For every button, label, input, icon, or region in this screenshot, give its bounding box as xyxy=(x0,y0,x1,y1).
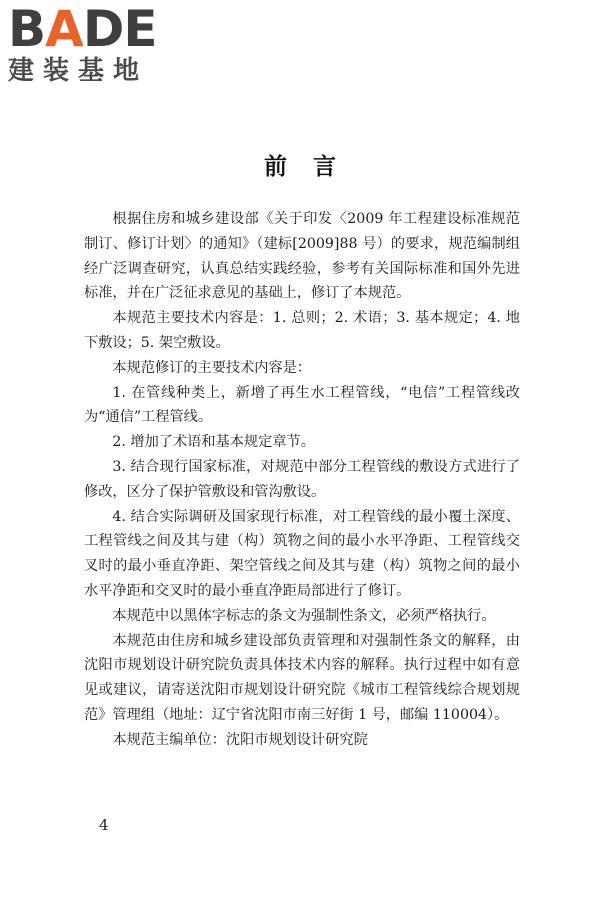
paragraph: 本规范主编单位：沈阳市规划设计研究院 xyxy=(112,731,368,748)
paragraph: 本规范修订的主要技术内容是： xyxy=(112,359,312,376)
page-number: 4 xyxy=(99,816,109,834)
logo-letter-a-accent: A xyxy=(45,0,83,58)
paragraph: 本规范中以黑体字标志的条文为强制性条文，必须严格执行。 xyxy=(112,607,496,624)
paragraph: 3. 结合现行国家标准，对规范中部分工程管线的敷设方式进行了修改，区分了保护管敷设和管沟敷设。 xyxy=(84,458,520,500)
preface-body xyxy=(84,207,520,753)
logo-wordmark xyxy=(8,0,178,58)
paragraph: 2. 增加了术语和基本规定章节。 xyxy=(112,434,315,451)
paragraph: 1. 在管线种类上，新增了再生水工程管线，“电信”工程管线改为“通信”工程管线。 xyxy=(84,384,520,426)
paragraph: 根据住房和城乡建设部《关于印发〈2009 年工程建设标准规范制订、修订计划〉的通知》（建标[2009]88 号）的要求，规范编制组经广泛调查研究，认真总结实践经验，参考有关国际标准和国外先进标准，并在广泛征求意见的基础上，修订了本规范。 xyxy=(84,211,520,302)
paragraph: 本规范由住房和城乡建设部负责管理和对强制性条文的解释，由沈阳市规划设计研究院负责具体技术内容的解释。执行过程中如有意见或建议，请寄送沈阳市规划设计研究院《城市工程管线综合规划规范》管理组（地址：辽宁省沈阳市南三好街 1 号，邮编 110004）。 xyxy=(84,632,520,723)
paragraph: 4. 结合实际调研及国家现行标准，对工程管线的最小覆土深度、工程管线之间及其与建（构）筑物之间的最小水平净距、工程管线交叉时的最小垂直净距、架空管线之间及其与建（构）筑物之间的最小水平净距和交叉时的最小垂直净距局部进行了修订。 xyxy=(84,508,520,599)
logo-letters-de: DE xyxy=(82,0,157,58)
bade-logo xyxy=(8,0,178,88)
paragraph: 本规范主要技术内容是：1. 总则；2. 术语；3. 基本规定；4. 地下敷设；5. 架空敷设。 xyxy=(84,310,520,351)
logo-subtitle: 建装基地 xyxy=(8,56,149,86)
logo-letter-b: B xyxy=(8,0,46,58)
page-title: 前言 xyxy=(264,154,362,180)
